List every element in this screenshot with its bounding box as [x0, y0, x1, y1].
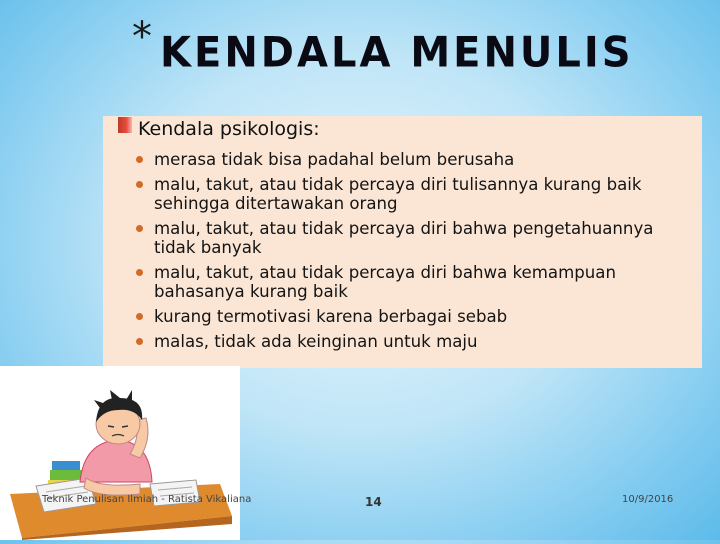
bullet-icon — [136, 225, 143, 232]
list-item — [130, 219, 696, 257]
title-star: * — [132, 14, 152, 60]
footer-date: 10/9/2016 — [622, 494, 674, 505]
bullet-icon — [136, 156, 143, 163]
bullet-icon — [136, 181, 143, 188]
section-heading: Kendala psikologis: — [138, 118, 320, 140]
bullet-icon — [136, 269, 143, 276]
list-item — [130, 332, 696, 351]
slide-title: KENDALA MENULIS — [160, 28, 634, 78]
bullet-text: malu, takut, atau tidak percaya diri bahwa kemampuan bahasanya kurang baik — [154, 263, 616, 301]
footer-author: Teknik Penulisan Ilmiah - Ratista Vikaliana — [42, 494, 252, 505]
student-studying-illustration — [0, 366, 240, 540]
bullet-icon — [136, 313, 143, 320]
bullet-text: malas, tidak ada keinginan untuk maju — [154, 332, 478, 351]
bullet-icon — [136, 338, 143, 345]
list-item — [130, 263, 696, 301]
bullet-text: kurang termotivasi karena berbagai sebab — [154, 307, 508, 326]
bullet-text: malu, takut, atau tidak percaya diri bahwa pengetahuannya tidak banyak — [154, 219, 654, 257]
page-number: 14 — [365, 495, 382, 509]
list-item — [130, 175, 696, 213]
list-item — [130, 150, 696, 169]
bullet-text: malu, takut, atau tidak percaya diri tulisannya kurang baik sehingga ditertawakan orang — [154, 175, 642, 213]
list-item — [130, 307, 696, 326]
bullet-list — [130, 150, 696, 357]
heading-marker — [118, 117, 132, 133]
bullet-text: merasa tidak bisa padahal belum berusaha — [154, 150, 515, 169]
